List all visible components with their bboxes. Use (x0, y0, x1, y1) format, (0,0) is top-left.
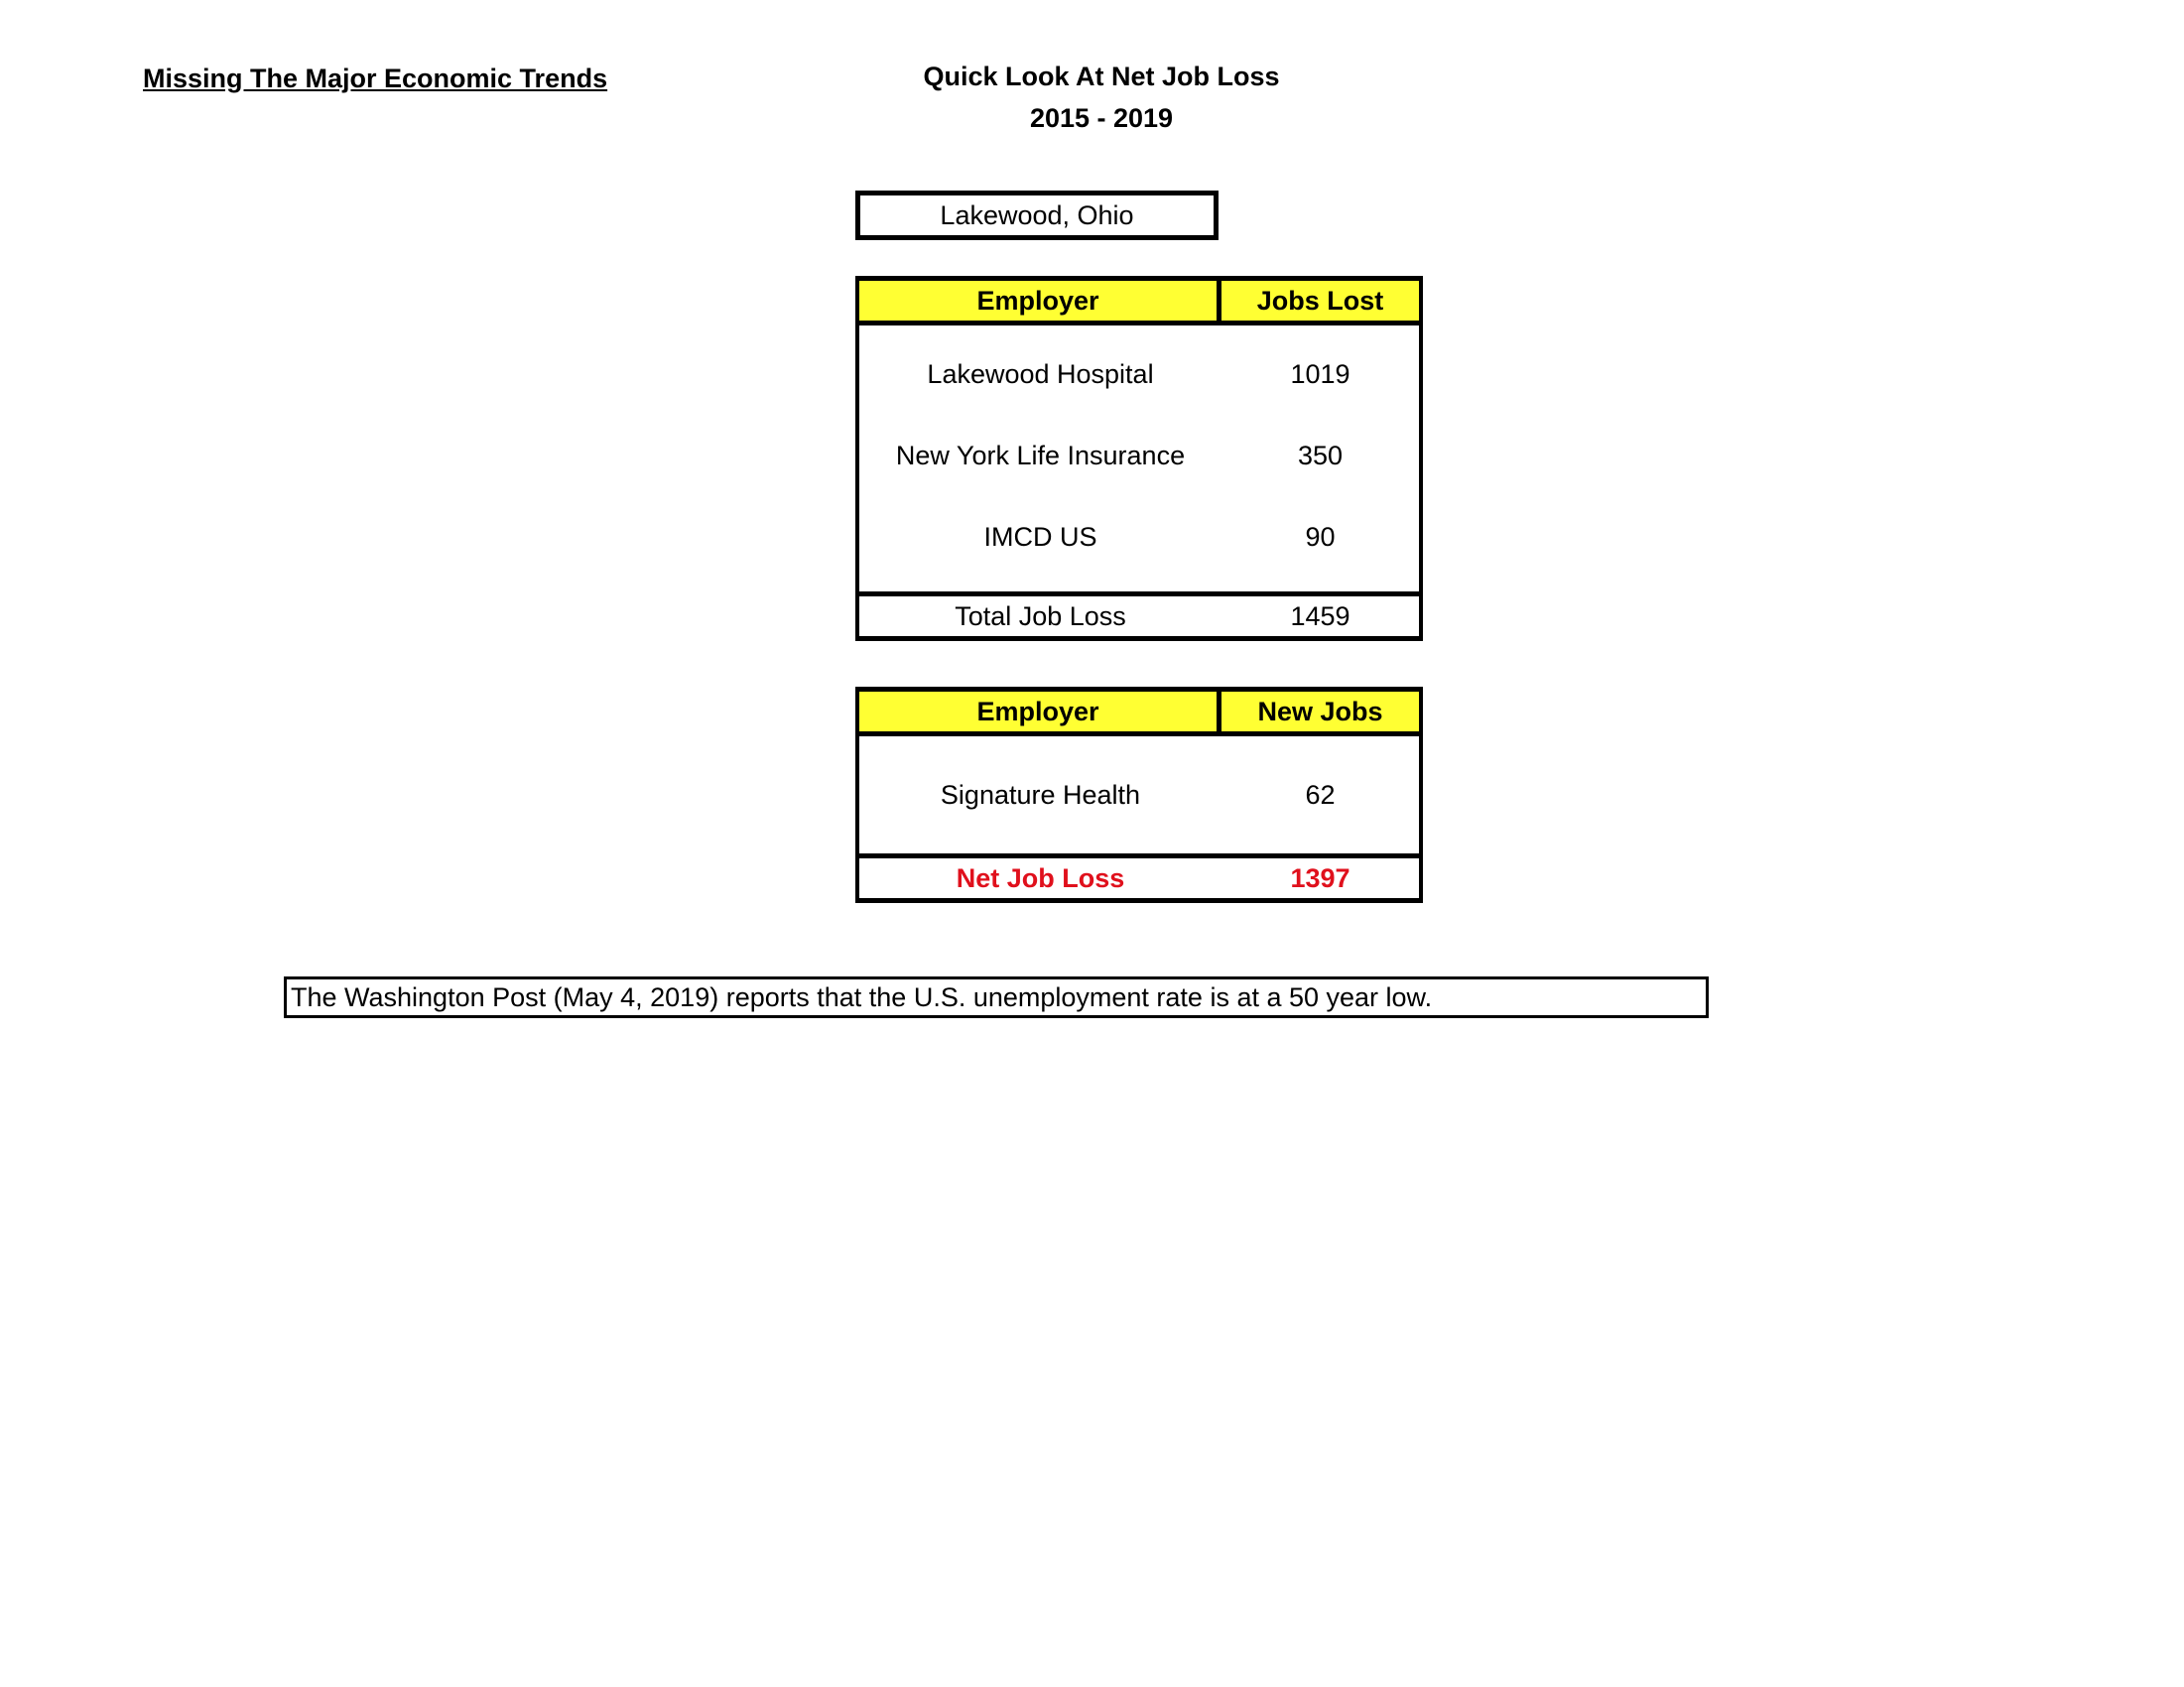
table-row (859, 333, 1419, 415)
jobs-lost-body (859, 325, 1419, 591)
total-job-loss-label: Total Job Loss (955, 600, 1126, 631)
page-subtitle-years: 2015 - 2019 (1029, 103, 1174, 133)
table-row (859, 754, 1419, 836)
table-row (859, 415, 1419, 496)
employer-cell: IMCD US (983, 521, 1097, 552)
new-jobs-cell: 62 (1305, 779, 1336, 810)
employer-cell: Signature Health (940, 779, 1141, 810)
total-job-loss-value: 1459 (1290, 600, 1350, 631)
net-job-loss-label: Net Job Loss (956, 862, 1125, 893)
page-title: Quick Look At Net Job Loss (923, 62, 1280, 91)
employer-cell: New York Life Insurance (895, 440, 1186, 470)
jobs-lost-header-row (859, 276, 1419, 325)
employer-column-header: Employer (859, 281, 1221, 321)
jobs-lost-column-header: Jobs Lost (1256, 285, 1384, 316)
note-box (284, 976, 1709, 1018)
new-jobs-body (859, 736, 1419, 853)
location-label: Lakewood, Ohio (940, 199, 1134, 230)
left-heading: Missing The Major Economic Trends (143, 64, 608, 93)
jobs-lost-table (855, 276, 1423, 641)
employer-cell: Lakewood Hospital (927, 358, 1154, 389)
location-box (855, 191, 1219, 240)
new-jobs-column-header: New Jobs (1257, 696, 1383, 726)
jobs-lost-cell: 90 (1305, 521, 1336, 552)
new-jobs-table (855, 687, 1423, 903)
total-job-loss-row (859, 591, 1419, 641)
employer-column-header: Employer (859, 692, 1221, 731)
jobs-lost-cell: 350 (1297, 440, 1344, 470)
note-text: The Washington Post (May 4, 2019) reports that the U.S. unemployment rate is at a 50 year low. (291, 981, 1433, 1012)
jobs-lost-cell: 1019 (1290, 358, 1350, 389)
table-row (859, 496, 1419, 578)
new-jobs-header-row (859, 687, 1419, 736)
net-job-loss-row (859, 853, 1419, 903)
net-job-loss-value: 1397 (1290, 862, 1350, 893)
